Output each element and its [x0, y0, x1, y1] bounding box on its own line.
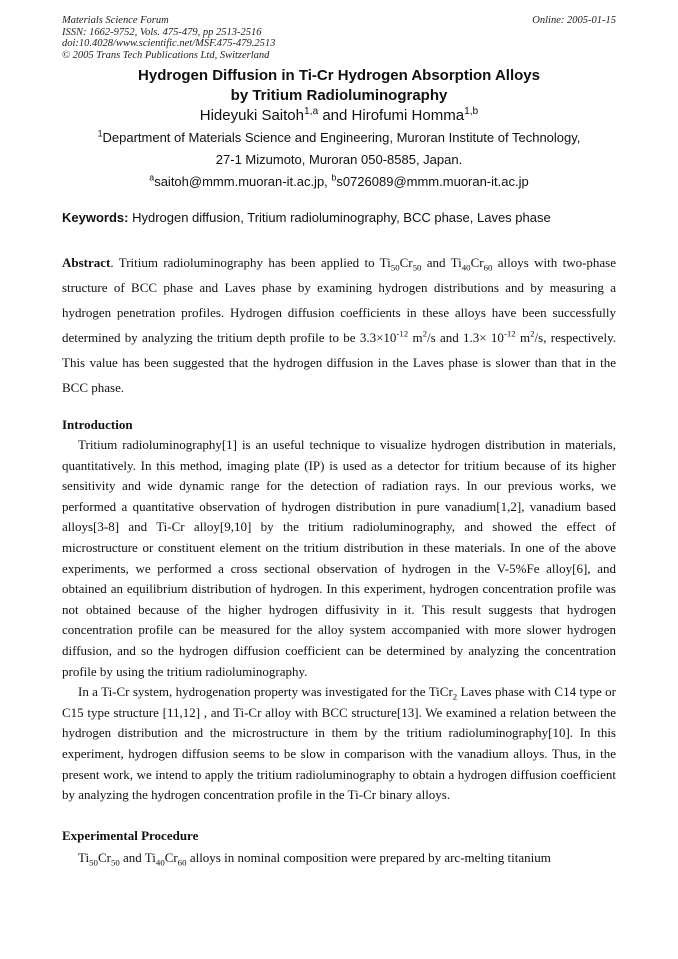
- subscript: 2: [452, 691, 458, 702]
- affil-line-1: Department of Materials Science and Engineering, Muroran Institute of Technology,: [102, 130, 581, 145]
- superscript: 2: [530, 328, 535, 339]
- abstract-text: Cr: [470, 255, 484, 270]
- experimental-body: [62, 848, 616, 868]
- author-2: Hirofumi Homma: [351, 107, 465, 124]
- subscript: 50: [110, 857, 120, 868]
- subscript: 50: [390, 262, 400, 273]
- affiliation: [62, 127, 616, 193]
- intro-text: Laves phase with C14 type or C15 type structure [11,12] , and Ti-Cr alloy with BCC structure[13]. We examined a relation between the hydrogen distribution and the microstructure in them by the tritium radioluminography[10]. In this experiment, hydrogen diffusion seems to be slow in comparison with the vanadium alloys. Thus, in the present work, we intend to apply the tritium radioluminography to obtain a hydrogen diffusion coefficient by analyzing the hydrogen concentration profile in the Ti-Cr binary alloys.: [62, 684, 616, 803]
- author-1: Hideyuki Saitoh: [199, 107, 304, 124]
- title-line-1: Hydrogen Diffusion in Ti-Cr Hydrogen Absorption Alloys: [138, 67, 540, 84]
- keywords-label: Keywords:: [62, 210, 129, 225]
- subscript: 50: [412, 262, 422, 273]
- intro-paragraph-2: [62, 682, 616, 806]
- abstract-text: . Tritium radioluminography has been applied to Ti: [110, 255, 391, 270]
- abstract-text: m: [408, 330, 423, 345]
- introduction-heading: Introduction: [62, 417, 133, 432]
- experimental-heading: Experimental Procedure: [62, 828, 199, 843]
- issn-line: ISSN: 1662-9752, Vols. 475-479, pp 2513-2516: [62, 26, 262, 38]
- subscript: 60: [177, 857, 187, 868]
- author-1-affil-marker: 1,a: [304, 106, 319, 117]
- author-2-affil-marker: 1,b: [464, 106, 479, 117]
- email-b[interactable]: s0726089@mmm.muoran-it.ac.jp: [336, 174, 529, 189]
- journal-name: Materials Science Forum: [62, 15, 169, 26]
- email-line: [62, 171, 616, 193]
- abstract-text: /s, respectively. This value has been suggested that the hydrogen diffusion in the Laves phase is slower than that in the BCC phase.: [62, 330, 616, 395]
- superscript: -12: [503, 328, 516, 339]
- title-line-2: by Tritium Radioluminography: [230, 87, 448, 104]
- exp-text: alloys in nominal composition were prepared by arc-melting titanium: [186, 850, 551, 865]
- superscript: -12: [396, 328, 409, 339]
- subscript: 50: [89, 857, 98, 868]
- doi-line: doi:10.4028/www.scientific.net/MSF.475-479.2513: [62, 38, 276, 49]
- email-a[interactable]: saitoh@mmm.muoran-it.ac.jp: [154, 174, 325, 189]
- introduction-body: [62, 435, 616, 806]
- intro-text: In a Ti-Cr system, hydrogenation property was investigated for the TiCr: [78, 684, 453, 700]
- subscript: 40: [461, 262, 471, 273]
- superscript: 2: [422, 328, 428, 339]
- abstract-text: /s and 1.3× 10: [427, 330, 504, 345]
- keywords-text: Hydrogen diffusion, Tritium radioluminography, BCC phase, Laves phase: [128, 210, 551, 225]
- subscript: 40: [155, 857, 165, 868]
- online-date: Online: 2005-01-15: [532, 15, 616, 26]
- email-separator: ,: [324, 174, 332, 189]
- affil-line-2: 27-1 Mizumoto, Muroran 050-8585, Japan.: [215, 152, 463, 167]
- affil-marker: 1: [97, 128, 103, 139]
- author-conjunction: and: [318, 107, 352, 124]
- abstract-text: alloys with two-phase structure of BCC phase and Laves phase by examining hydrogen distributions and by measuring a hydrogen penetration profiles. Hydrogen diffusion coefficients in these alloys have been successfully determined by analyzing the tritium depth profile to be 3.3×10: [62, 255, 617, 345]
- paper-title: [62, 66, 616, 106]
- exp-text: Cr: [97, 850, 111, 865]
- email-a-marker: a: [149, 172, 155, 183]
- author-line: [62, 106, 616, 126]
- abstract: [62, 250, 616, 400]
- copyright-line: © 2005 Trans Tech Publications Ltd, Switzerland: [62, 49, 270, 61]
- exp-text: and Ti: [119, 850, 156, 865]
- abstract-text: m: [515, 330, 531, 345]
- email-b-marker: b: [331, 172, 337, 183]
- abstract-label: Abstract: [62, 255, 111, 270]
- abstract-text: Cr: [399, 255, 413, 270]
- journal-header: [62, 15, 616, 61]
- abstract-text: and Ti: [421, 255, 462, 270]
- subscript: 60: [483, 262, 493, 273]
- exp-text: Ti: [78, 850, 90, 865]
- exp-text: Cr: [164, 850, 178, 865]
- experimental-paragraph: [62, 848, 616, 868]
- intro-paragraph-1: Tritium radioluminography[1] is an useful technique to visualize hydrogen distribution in materials, quantitatively. In this method, imaging plate (IP) is used as a detector for tritium because of its higher sensitivity and wide dynamic range for the detection of radiation rays. In our previous works, we performed a quantitative observation of hydrogen distribution in pure vanadium[1,2], vanadium based alloys[3-8] and Ti-Cr alloy[9,10] by the tritium radioluminography, and showed the effect of microstructure or constituent element on the tritium distribution in these materials. In one of the above experiments, we performed a cross sectional observation of hydrogen in the V-5%Fe alloy[6], and obtained an equilibrium distribution of hydrogen. In this experiment, hydrogen concentration profile was not obtained because of the higher hydrogen diffusivity in it. This result suggests that hydrogen concentration profile can be measured for the alloy system accompanied with more slower hydrogen diffusion, and so the hydrogen diffusion coefficient can be determined by analyzing the concentration profile by using the tritium radioluminography.: [62, 437, 616, 679]
- keywords: [62, 208, 616, 228]
